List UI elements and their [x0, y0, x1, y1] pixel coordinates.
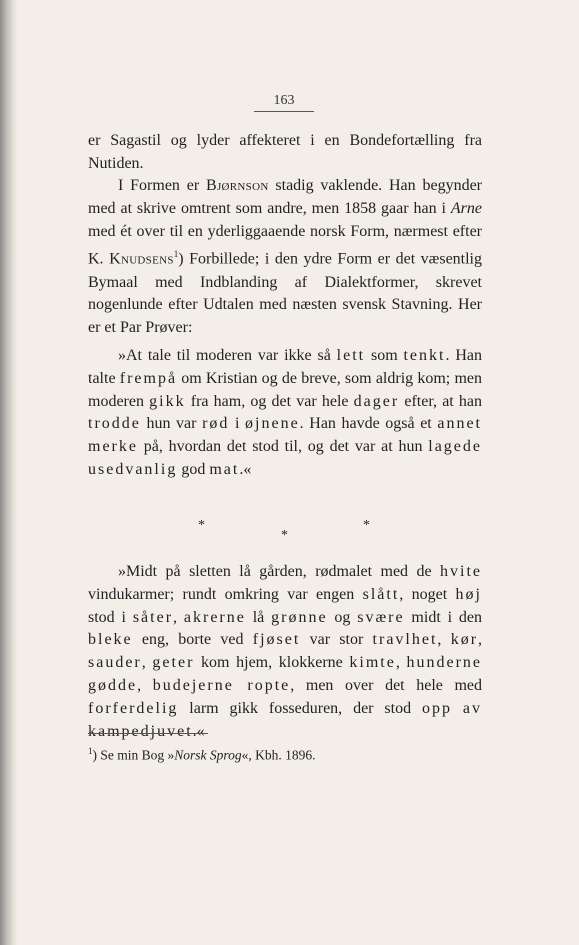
emphasis: slått [362, 585, 400, 603]
text-run: god [177, 460, 210, 478]
page-number-rule [254, 111, 314, 112]
emphasis: tenkt [403, 347, 446, 364]
page-number: 163 [273, 93, 295, 108]
text-run: , [478, 631, 483, 649]
text-run: var stor [300, 631, 373, 649]
emphasis: svære [357, 608, 405, 626]
text-run: stod i [88, 608, 133, 626]
emphasis: sauder [88, 654, 142, 672]
book-title-norsk-sprog: Norsk Sprog [174, 747, 242, 763]
text-run: larm gikk fosseduren, der stod [178, 699, 422, 717]
text-run: fra ham, og det var hele [185, 392, 354, 410]
emphasis: travlhet [372, 631, 438, 649]
emphasis: hunderne gødde [88, 654, 483, 694]
author-name-knudsen: Knudsens [109, 250, 174, 268]
text-run: , [141, 654, 153, 672]
footnote-reference: 1 [173, 249, 179, 260]
emphasis: høj [455, 585, 482, 603]
emphasis: av [462, 699, 482, 717]
text-run: , men over det hele med [290, 676, 483, 694]
emphasis: kør [450, 631, 479, 649]
text-run: kom hjem, klokkerne [194, 654, 350, 672]
book-title-arne: Arne [450, 199, 482, 217]
asterisk: * [281, 528, 288, 543]
emphasis: hvite [440, 563, 482, 580]
section-separator [0, 518, 579, 548]
text-run: , [395, 654, 407, 672]
book-spine-shadow [0, 0, 18, 945]
text-run: »At tale til moderen var ikke så [118, 347, 337, 364]
asterisk: * [363, 518, 370, 533]
emphasis: frempå [119, 369, 178, 387]
text-run: i [229, 415, 246, 433]
emphasis: budejerne ropte [152, 676, 291, 694]
quote-1 [88, 345, 482, 482]
text-run: .« [239, 460, 252, 478]
text-run: .« [192, 722, 205, 740]
text-run: ) Forbillede; i den ydre Form er det væsentlig Bymaal med Indblanding af Dialektformer, skrevet nogenlunde efter Udtalen med næsten svensk Stavning. Her er et Par Prøver: [88, 250, 483, 337]
text-run [452, 700, 463, 717]
emphasis: fjøset [252, 631, 301, 649]
footnote-rule [88, 733, 208, 734]
paragraph-2 [88, 175, 482, 340]
text-run: om Kristian og de breve, som aldrig kom; men moderen [88, 369, 482, 410]
emphasis: kampedjuvet [88, 722, 193, 740]
author-name-bjornson: Bjørnson [205, 177, 269, 194]
text-run: , [137, 676, 153, 694]
text-run: »Midt på sletten lå gården, rødmalet med de [118, 563, 440, 580]
emphasis: såter [132, 608, 174, 626]
asterisk: * [198, 518, 205, 533]
text-run: . Han havde også et [299, 415, 438, 433]
emphasis: mat [209, 460, 240, 478]
emphasis: gikk [149, 392, 186, 410]
emphasis: lagede usedvanlig [88, 438, 482, 478]
text-run: ) Se min Bog » [92, 747, 175, 763]
paragraph-1 [88, 130, 482, 176]
text-run: eng, borte ved [132, 631, 253, 649]
emphasis: forferdelig [88, 699, 179, 717]
emphasis: grønne [271, 608, 328, 626]
footnote-marker: 1 [88, 746, 93, 756]
text-run: , [437, 631, 451, 649]
text-run: , [173, 608, 184, 626]
text-run: lå [245, 608, 272, 626]
text-run: på, hvordan det stod til, og det var at hun [137, 438, 429, 456]
emphasis: lett [336, 347, 366, 364]
emphasis: øjnene [245, 415, 300, 433]
emphasis: annet merke [88, 415, 482, 456]
text-run: midt i den [404, 608, 483, 626]
text-run: stadig vaklende. Han begynder med at skrive omtrent som andre, men 1858 gaar han i [88, 177, 483, 217]
emphasis: opp [421, 699, 452, 717]
text-run: efter, at han [399, 392, 483, 410]
text-run: og [327, 608, 358, 626]
emphasis: akrerne [183, 608, 246, 626]
text-run: . Han talte [88, 347, 482, 387]
text-run: vindukarmer; rundt omkring var engen [88, 585, 363, 603]
emphasis: dager [353, 392, 400, 410]
emphasis: bleke [88, 631, 133, 649]
paragraph-1-text: er Sagastil og lyder affekteret i en Bondefortælling fra Nutiden. [88, 132, 482, 172]
text-run: «, Kbh. 1896. [241, 747, 316, 763]
quote-2 [88, 561, 482, 743]
emphasis: geter [152, 654, 195, 672]
emphasis: trodde [88, 415, 141, 433]
text-run: hun var [140, 415, 203, 433]
emphasis: rød [202, 415, 230, 433]
text-run: , noget [399, 585, 456, 603]
footnote [88, 741, 482, 766]
emphasis: kimte [349, 654, 396, 672]
text-run: I Formen er [118, 177, 206, 194]
text-run: som [365, 347, 404, 364]
text-run: med ét over til en yderliggaaende norsk Form, nærmest efter K. [88, 222, 482, 268]
